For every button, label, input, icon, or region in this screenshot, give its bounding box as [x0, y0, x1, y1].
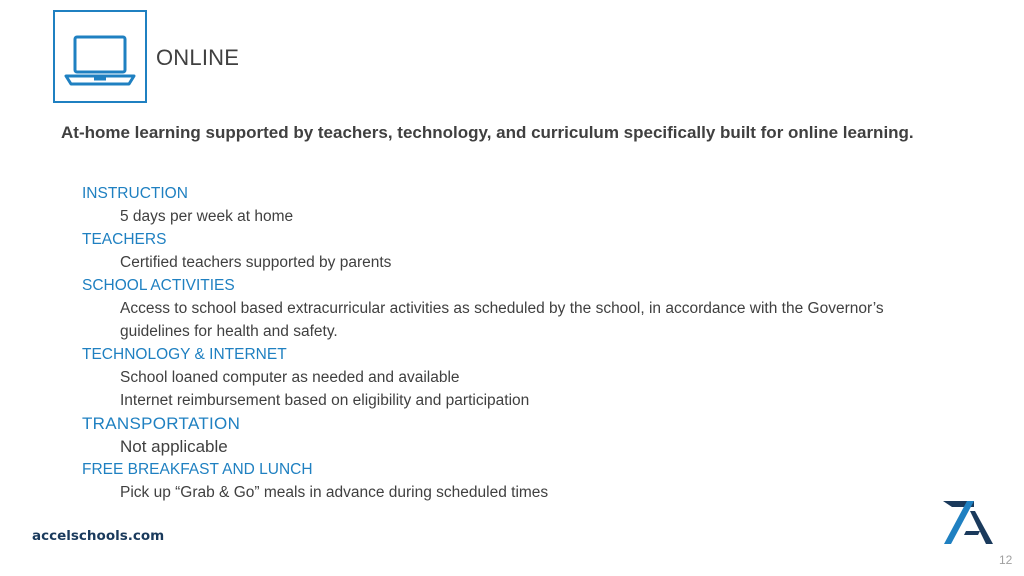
- footer-url: accelschools.com: [32, 528, 165, 544]
- list-item-meals: [82, 458, 942, 504]
- item-detail: School loaned computer as needed and available: [120, 369, 460, 386]
- list-item-teachers: [82, 228, 942, 274]
- page-number: 12: [999, 553, 1013, 567]
- item-heading: INSTRUCTION: [82, 185, 188, 202]
- item-detail: Not applicable: [120, 437, 228, 456]
- page-subtitle: At-home learning supported by teachers, technology, and curriculum specifically built for online learning.: [61, 123, 914, 142]
- item-detail: 5 days per week at home: [120, 208, 294, 225]
- item-heading: FREE BREAKFAST AND LUNCH: [82, 461, 313, 478]
- item-heading: TRANSPORTATION: [82, 414, 241, 433]
- laptop-icon-frame: [53, 10, 147, 103]
- list-item-transportation: [82, 412, 942, 458]
- laptop-icon: [63, 34, 137, 86]
- item-detail: Certified teachers supported by parents: [120, 254, 392, 271]
- item-heading: SCHOOL ACTIVITIES: [82, 277, 235, 294]
- list-item-instruction: [82, 182, 942, 228]
- list-item-school-activities: [82, 274, 942, 343]
- feature-list: [82, 182, 942, 504]
- list-item-technology: [82, 343, 942, 412]
- item-detail: Access to school based extracurricular activities as scheduled by the school, in accordance with the Governor’s guidelines for health and safety.: [120, 300, 884, 340]
- item-detail: Internet reimbursement based on eligibility and participation: [120, 392, 530, 409]
- item-heading: TEACHERS: [82, 231, 167, 248]
- item-heading: TECHNOLOGY & INTERNET: [82, 346, 287, 363]
- page-title: ONLINE: [156, 45, 240, 70]
- item-detail: Pick up “Grab & Go” meals in advance during scheduled times: [120, 484, 549, 501]
- accel-schools-logo: [938, 498, 994, 546]
